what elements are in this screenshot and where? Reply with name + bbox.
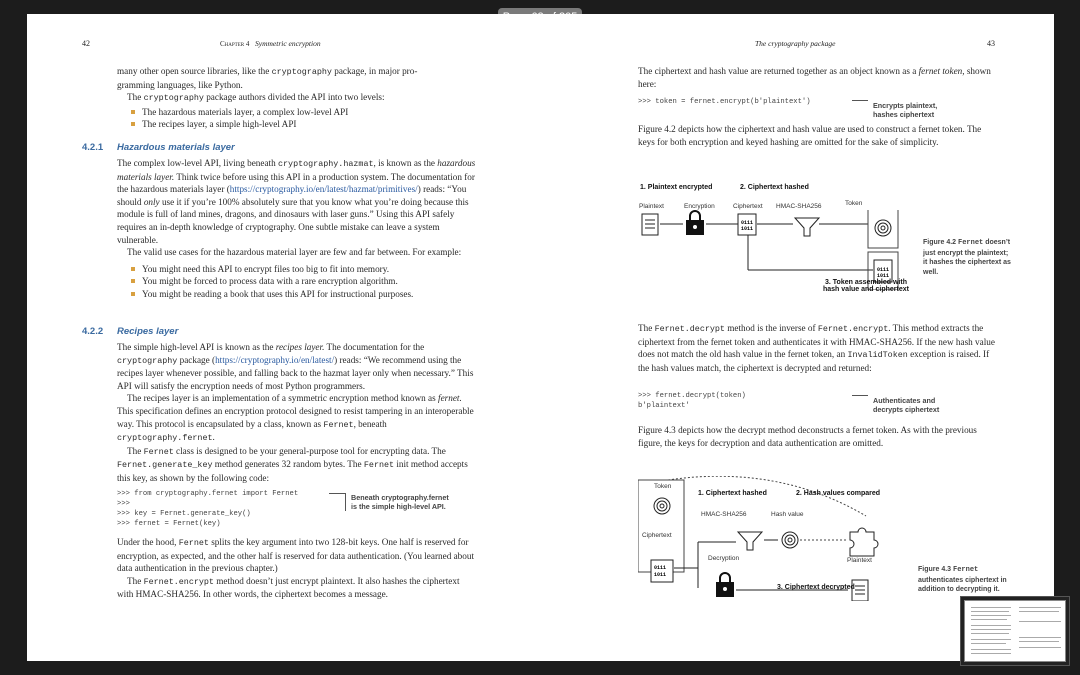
fig42-step3: 3. Token assembled with hash value and ciphertext xyxy=(823,279,909,293)
callout-line xyxy=(852,100,868,101)
left-running-head: Chapter 4 Symmetric encryption xyxy=(220,39,321,48)
left-page-number: 42 xyxy=(82,39,90,48)
code-callout: Beneath cryptography.fernet is the simple high-level API. xyxy=(351,493,449,511)
puzzle-icon xyxy=(850,528,878,556)
list-item: The recipes layer, a simple high-level API xyxy=(131,118,477,131)
fig43-step3: 3. Ciphertext decrypted xyxy=(777,584,855,591)
list-item: You might need this API to encrypt files too big to fit into memory. xyxy=(131,263,477,276)
fig42-hmac-label: HMAC-SHA256 xyxy=(776,203,822,210)
token-box xyxy=(638,480,684,572)
left-intro: many other open source libraries, like the cryptography package, in major pro- gramming languages, like Python. The cryptography package authors divided the API into two levels: The hazardous materials layer, a complex low-level API The recipes layer, a simple high-level API xyxy=(117,65,477,133)
bits-line: 0111 xyxy=(741,220,754,226)
right-intro: The ciphertext and hash value are returned together as an object known as a fernet token, shown here: xyxy=(638,66,991,89)
list-item: The hazardous materials layer, a complex low-level API xyxy=(131,106,477,119)
figure43-intro: Figure 4.3 depicts how the decrypt method deconstructs a fernet token. As with the previous figure, the keys for decryption and data authentication are omitted. xyxy=(638,425,977,448)
funnel-icon xyxy=(795,218,819,236)
page-thumbnail[interactable] xyxy=(960,596,1070,666)
figure-intro: Figure 4.2 depicts how the ciphertext and hash value are used to construct a fernet token. The keys for both encryption and keyed hashing are omitted for the sake of simplicity. xyxy=(638,124,982,147)
fig43-plaintext-label: Plaintext xyxy=(847,557,872,564)
cryptography-docs-link[interactable]: https://cryptography.io/en/latest/ xyxy=(215,354,335,365)
fig43-token-label: Token xyxy=(654,483,672,490)
bits-line: 1011 xyxy=(877,273,890,279)
right-page xyxy=(543,14,1054,661)
ciphertext-icon xyxy=(651,560,673,582)
bits-line: 1011 xyxy=(741,226,754,232)
callout-line xyxy=(852,395,868,396)
decrypt-description: The Fernet.decrypt method is the inverse of Fernet.encrypt. This method extracts the ciphertext from the fernet token and authenticates it with HMAC-SHA256. If the new hash value does not match the old hash value in the fernet token, an InvalidToken exception is raised. If the hash values match, the ciphertext is decrypted and returned: xyxy=(638,323,995,373)
right-page-number: 43 xyxy=(987,39,995,48)
fig43-step2: 2. Hash values compared xyxy=(796,490,881,497)
token-box xyxy=(868,210,898,248)
list-item: You might be reading a book that uses this API for instructional purposes. xyxy=(131,288,477,301)
recipes-section-body: The simple high-level API is known as the recipes layer. The documentation for the cryptography package (https://cryptography.io/en/latest/) reads: “We recommend using the recipes layer whenever possible, and falling back to the hazmat layer only when necessary.” This API will satisfy the encryption needs of most Python programmers. The recipes layer is an implementation of a symmetric encryption method known as fernet. This specification defines an encryption protocol designed to resist tampering in an interoperable way. This protocol is encapsulated by a class, known as Fernet, beneath cryptography.fernet. The Fernet class is designed to be your general-purpose tool for encrypting data. The Fernet.generate_key method generates 32 random bytes. The Fernet init method accepts this key, as shown by the following code: xyxy=(117,342,474,483)
lock-icon xyxy=(716,573,734,597)
fig43-step1: 1. Ciphertext hashed xyxy=(698,490,767,497)
section-number: 4.2.2 xyxy=(82,326,104,337)
bits-line: 0111 xyxy=(877,267,890,273)
fingerprint-icon xyxy=(782,532,798,548)
thumbnail-page xyxy=(964,600,1066,662)
fig43-decryption-label: Decryption xyxy=(708,555,740,562)
ciphertext-icon xyxy=(738,214,756,235)
section-number: 4.2.1 xyxy=(82,142,104,153)
lock-icon xyxy=(686,211,704,235)
funnel-icon xyxy=(738,532,762,550)
hazmat-section-body: The complex low-level API, living beneath cryptography.hazmat, is known as the hazardous materials layer. Think twice before using this API in a production system. The documentation for the hazardous materials layer (https://cryptography.io/en/latest/hazmat/primitives/) reads: “You should only use it if you’re 100% absolutely sure that you know what you’re doing because this module is full of land mines, dragons, and dinosaurs with laser guns.” Using this API safely requires an in-depth knowledge of cryptography. One subtle mistake can leave a system vulnerable. The valid use cases for the hazardous material layer are few and far between. For example: You might need this API to encrypt files too big to fit into memory. You might be forced to process data with a rare encryption algorithm. You might be reading a book that uses this API for instructional purposes. xyxy=(117,158,476,299)
fig42-plaintext-label: Plaintext xyxy=(639,203,664,210)
fig43-ciphertext-label: Ciphertext xyxy=(642,532,672,539)
fig42-diagram xyxy=(638,210,928,290)
fig42-ciphertext-label: Ciphertext xyxy=(733,203,763,210)
list-item: You might be forced to process data with a rare encryption algorithm. xyxy=(131,275,477,288)
use-case-list xyxy=(131,263,477,301)
section-title: Hazardous materials layer xyxy=(117,142,235,153)
callout-line xyxy=(329,493,345,494)
encrypt-callout: Encrypts plaintext, hashes ciphertext xyxy=(873,101,938,119)
hazmat-docs-link[interactable]: https://cryptography.io/en/latest/hazmat/primitives/ xyxy=(229,184,418,195)
fig42-step1: 1. Plaintext encrypted xyxy=(640,184,713,191)
fig43-caption: Figure 4.3 Fernet authenticates ciphertext in addition to decrypting it. xyxy=(918,566,1007,593)
fig43-hash-value-label: Hash value xyxy=(771,511,804,518)
fig42-encryption-label: Encryption xyxy=(684,203,715,210)
fig42-step2: 2. Ciphertext hashed xyxy=(740,184,809,191)
fernet-description: Under the hood, Fernet splits the key argument into two 128-bit keys. One half is reserved for encryption, as expected, and the other half is reserved for data authentication. (You learned about data authentication in the previous chapter.) The Fernet.encrypt method doesn’t just encrypt plaintext. It also hashes the ciphertext with HMAC-SHA256. In other words, the ciphertext becomes a message. xyxy=(117,537,474,600)
bits-line: 0111 xyxy=(654,565,667,571)
book-spread xyxy=(27,14,1054,661)
bits-line: 1011 xyxy=(654,572,667,578)
fig43-hmac-label: HMAC-SHA256 xyxy=(701,511,747,518)
document-icon xyxy=(642,214,658,235)
section-title: Recipes layer xyxy=(117,326,179,337)
fig42-caption: Figure 4.2 Fernet doesn’t just encrypt the plaintext; it hashes the ciphertext as well. xyxy=(923,239,1011,276)
code-block: >>> from cryptography.fernet import Fernet >>> >>> key = Fernet.generate_key() >>> fernet = Fernet(key) xyxy=(117,490,299,528)
right-running-head: The cryptography package xyxy=(755,39,836,48)
decrypt-callout: Authenticates and decrypts ciphertext xyxy=(873,396,940,414)
callout-bracket xyxy=(345,493,346,511)
left-page xyxy=(27,14,537,661)
api-levels-list xyxy=(131,106,477,131)
decrypt-code: >>> fernet.decrypt(token) b'plaintext' xyxy=(638,392,746,410)
fig42-token-label: Token xyxy=(845,200,863,207)
encrypt-code: >>> token = fernet.encrypt(b'plaintext') xyxy=(638,98,811,106)
